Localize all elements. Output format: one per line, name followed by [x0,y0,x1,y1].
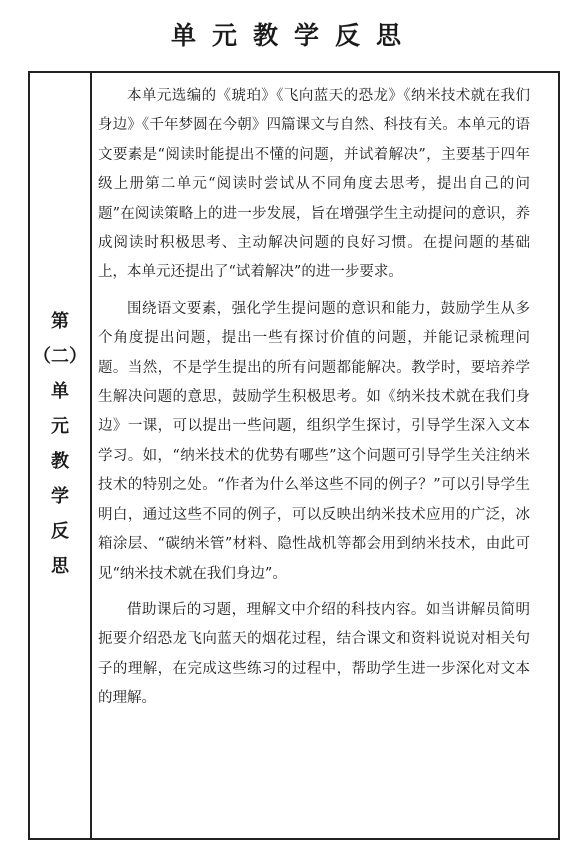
paragraph: 本单元选编的《琥珀》《飞向蓝天的恐龙》《纳米技术就在我们身边》《千年梦圆在今朝》四篇课文与自然、科技有关。本单元的语文要素是“阅读时能提出不懂的问题，并试着解决”，主要基于四年级上册第二单元“阅读时尝试从不同角度去思考，提出自己的问题”在阅读策略上的进一步发展，旨在增强学生主动提问的意识，养成阅读时积极思考、主动解决问题的良好习惯。在提问题的基础上，本单元还提出了“试着解决”的进一步要求。 [98,88,530,281]
page-title: 单元教学反思 [170,21,417,50]
column-divider [90,71,92,840]
side-label-char: 元 [51,416,69,437]
side-label-char: 学 [51,486,69,507]
side-label [30,304,90,584]
reflection-content [98,82,530,721]
paragraph: 围绕语文要素，强化学生提问题的意识和能力，鼓励学生从多个角度提出问题，提出一些有探讨价值的问题，并能记录梳理问题。当然，不是学生提出的所有问题都能解决。教学时，要培养学生解决问题的意思，鼓励学生积极思考。如《纳米技术就在我们身边》一课，可以提出一些问题，组织学生探讨，引导学生深入文本学习。如，“纳米技术的优势有哪些”这个问题可引导学生关注纳米技术的特别之处。“作者为什么举这些不同的例子？”可以引导学生明白，通过这些不同的例子，可以反映出纳米技术应用的广泛，冰箱涂层、“碳纳米管”材料、隐性战机等都会用到纳米技术，由此可见“纳米技术就在我们身边”。 [98,300,530,582]
side-label-char: 思 [51,556,69,577]
paragraph: 借助课后的习题，理解文中介绍的科技内容。如当讲解员简明扼要介绍恐龙飞向蓝天的烟花过程，结合课文和资料说说对相关句子的理解，在完成这些练习的过程中，帮助学生进一步深化对文本的理解。 [98,601,530,707]
side-label-char: 教 [51,451,69,472]
side-label-char: 反 [51,521,69,542]
side-label-char: 第 [51,311,69,332]
side-label-char: （二） [33,346,87,367]
side-label-char: 单 [51,381,69,402]
